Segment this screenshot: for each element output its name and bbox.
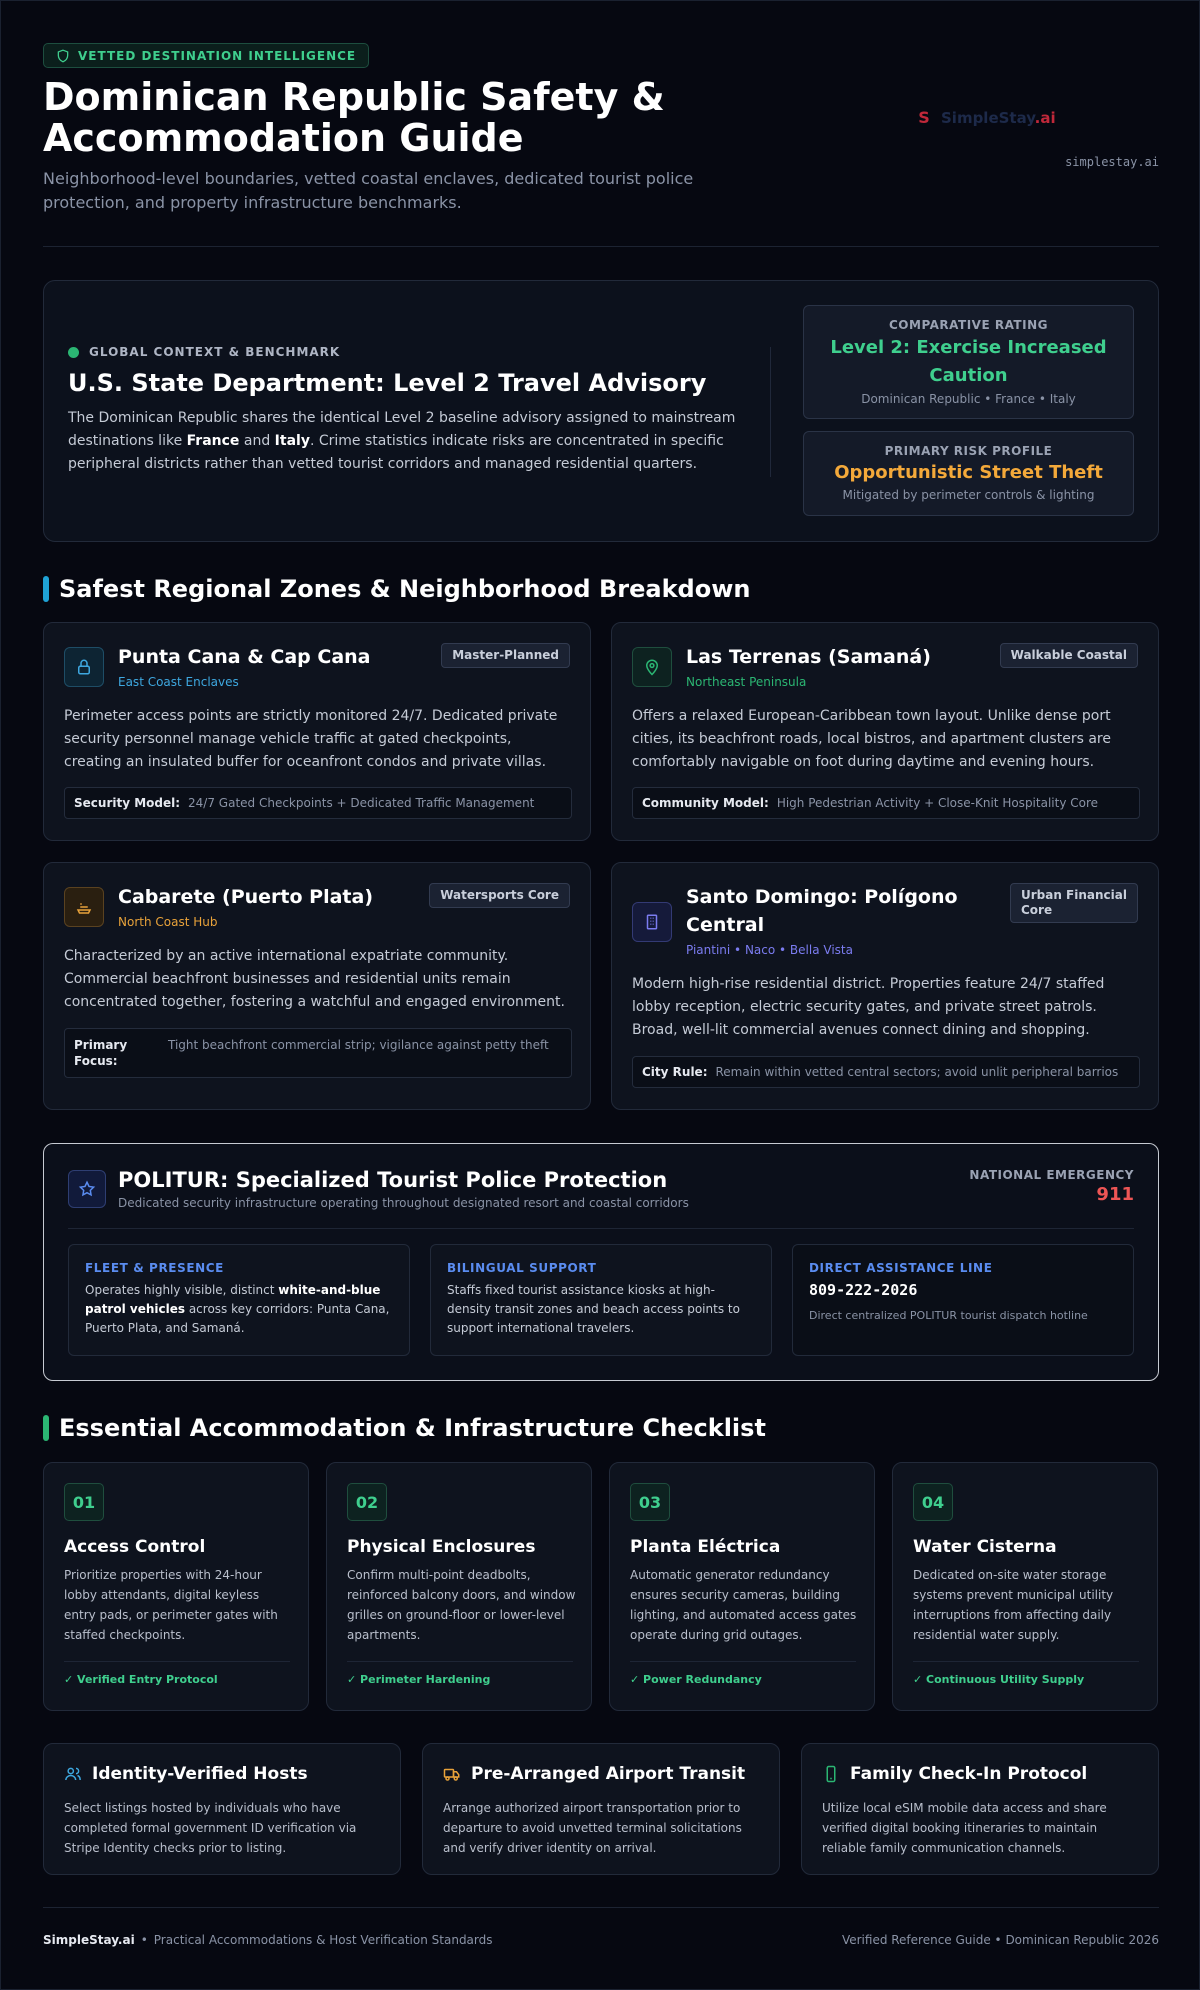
zone-title-line1: Santo Domingo: Polígono — [686, 886, 958, 908]
rating-sub: Dominican Republic • France • Italy — [861, 392, 1076, 406]
zone-title: Punta Cana & Cap Cana — [118, 646, 371, 668]
bilingual-body: Staffs fixed tourist assistance kiosks at high-density transit zones and beach access points to support international travelers. — [447, 1283, 740, 1335]
checklist-card — [892, 1462, 1158, 1711]
checklist-divider — [347, 1661, 573, 1662]
comparative-rating-box — [803, 305, 1134, 419]
checklist-section-title: Essential Accommodation & Infrastructure Checklist — [59, 1414, 766, 1442]
zone-title — [686, 883, 958, 939]
sailboat-icon — [75, 898, 93, 916]
protocol-header — [64, 1764, 308, 1784]
zone-footer — [64, 1028, 572, 1078]
zone-subtitle: Piantini • Naco • Bella Vista — [686, 943, 853, 957]
politur-title: POLITUR: Specialized Tourist Police Protection — [118, 1168, 668, 1192]
rating-label: COMPARATIVE RATING — [889, 318, 1048, 332]
zone-subtitle: East Coast Enclaves — [118, 675, 239, 689]
politur-subtitle: Dedicated security infrastructure operating throughout designated resort and coastal corridors — [118, 1196, 689, 1210]
footer-left — [43, 1933, 493, 1947]
checklist-title: Physical Enclosures — [347, 1537, 536, 1557]
advisory-divider — [770, 347, 771, 477]
zone-card-punta-cana — [43, 622, 591, 841]
building-icon — [643, 913, 661, 931]
checklist-footer: ✓ Continuous Utility Supply — [913, 1673, 1085, 1686]
protocol-card-checkin — [801, 1743, 1159, 1875]
page-title — [43, 77, 723, 159]
logo-wordmark-main: SimpleStay — [941, 108, 1035, 127]
zone-icon-box — [64, 647, 104, 687]
zone-footer-label: Security Model: — [74, 796, 181, 810]
zone-card-santo-domingo — [611, 862, 1159, 1110]
zone-tag: Master-Planned — [441, 643, 570, 668]
checklist-body: Dedicated on-site water storage systems prevent municipal utility interruptions from affecting daily residential water supply. — [913, 1568, 1114, 1642]
zone-title: Cabarete (Puerto Plata) — [118, 886, 374, 908]
footer-divider — [43, 1907, 1159, 1908]
checklist-card — [43, 1462, 309, 1711]
advisory-title: U.S. State Department: Level 2 Travel Advisory — [68, 369, 707, 397]
advisory-body-france: France — [186, 433, 240, 449]
zone-body: Modern high-rise residential district. Properties feature 24/7 staffed lobby reception, electric security gates, and private street patrols. Broad, well-lit commercial avenues connect dining and shopping. — [632, 976, 1105, 1038]
zone-tag-line1: Urban Financial — [1020, 888, 1127, 902]
checklist-divider — [64, 1661, 290, 1662]
footer-tagline: Practical Accommodations & Host Verification Standards — [153, 1933, 493, 1947]
advisory-body-and: and — [239, 433, 275, 449]
star-icon — [78, 1180, 96, 1198]
truck-icon — [443, 1765, 461, 1783]
checklist-body: Confirm multi-point deadbolts, reinforced balcony doors, and window grilles on ground-floor or lower-level apartments. — [347, 1568, 576, 1642]
zone-title: Las Terrenas (Samaná) — [686, 646, 931, 668]
zone-body: Offers a relaxed European-Caribbean town layout. Unlike dense port cities, its beachfront roads, local bistros, and apartment clusters are comfortably navigable on foot during daytime and evening hours. — [632, 708, 1111, 770]
fleet-body-2: across key corridors: Punta Cana, Puerto Plata, and Samaná. — [85, 1302, 390, 1335]
users-icon — [64, 1765, 82, 1783]
zone-card-cabarete — [43, 862, 591, 1110]
checklist-card — [326, 1462, 592, 1711]
section-accent-bar — [43, 576, 49, 602]
page-title-line2: Accommodation Guide — [43, 116, 524, 160]
logo-mark: S — [918, 108, 930, 127]
politur-icon-box — [68, 1170, 106, 1208]
page-title-line1: Dominican Republic Safety & — [43, 75, 665, 119]
checklist-divider — [630, 1661, 856, 1662]
fleet-body — [85, 1281, 393, 1338]
protocol-header — [443, 1764, 745, 1784]
protocol-body: Select listings hosted by individuals who have completed formal government ID verification via Stripe Identity checks prior to listing. — [64, 1801, 357, 1855]
zone-footer — [632, 787, 1140, 819]
protocol-card-hosts — [43, 1743, 401, 1875]
direct-phone[interactable]: 809-222-2026 — [809, 1281, 918, 1299]
lock-icon — [75, 658, 93, 676]
bilingual-label: BILINGUAL SUPPORT — [447, 1261, 597, 1275]
fleet-body-1: Operates highly visible, distinct — [85, 1283, 279, 1297]
politur-divider — [68, 1228, 1134, 1229]
shield-icon — [56, 49, 70, 63]
fleet-label: FLEET & PRESENCE — [85, 1261, 224, 1275]
risk-profile-box — [803, 431, 1134, 516]
fleet-body-bold: white-and-blue patrol vehicles — [85, 1283, 381, 1316]
page-subtitle: Neighborhood-level boundaries, vetted coastal enclaves, dedicated tourist police protection, and property infrastructure benchmarks. — [43, 169, 694, 212]
zone-footer-value: Tight beachfront commercial strip; vigilance against petty theft — [168, 1038, 549, 1052]
zone-footer-label: Community Model: — [642, 796, 769, 810]
zone-footer-label: City Rule: — [642, 1065, 708, 1079]
risk-value: Opportunistic Street Theft — [834, 462, 1103, 483]
zone-card-las-terrenas — [611, 622, 1159, 841]
footer-right: Verified Reference Guide • Dominican Republic 2026 — [841, 1933, 1159, 1947]
logo-wordmark — [941, 108, 1056, 127]
advisory-body-1: The Dominican Republic shares the identical Level 2 baseline advisory assigned to mainstream destinations like — [68, 410, 736, 449]
emergency-number[interactable]: 911 — [1096, 1184, 1134, 1205]
footer-brand[interactable]: SimpleStay.ai — [43, 1933, 135, 1947]
checklist-card — [609, 1462, 875, 1711]
protocol-card-transit — [422, 1743, 780, 1875]
header-divider — [43, 246, 1159, 247]
zone-footer-value: 24/7 Gated Checkpoints + Dedicated Traffic Management — [188, 796, 535, 810]
zone-subtitle: Northeast Peninsula — [686, 675, 807, 689]
direct-sub: Direct centralized POLITUR tourist dispatch hotline — [809, 1309, 1088, 1322]
checklist-section-heading — [43, 1414, 766, 1442]
emergency-label: NATIONAL EMERGENCY — [969, 1168, 1134, 1182]
protocol-title: Pre-Arranged Airport Transit — [471, 1764, 746, 1784]
protocol-body: Utilize local eSIM mobile data access and share verified digital booking itineraries to maintain reliable family communication channels. — [822, 1801, 1107, 1855]
checklist-footer: ✓ Power Redundancy — [630, 1673, 762, 1686]
protocol-body: Arrange authorized airport transportation prior to departure to avoid unvetted terminal solicitations and verify driver identity on arrival. — [443, 1801, 742, 1855]
protocol-title: Identity-Verified Hosts — [92, 1764, 308, 1784]
fleet-presence-box — [68, 1244, 410, 1356]
advisory-kicker — [68, 345, 340, 359]
status-dot-icon — [68, 347, 79, 358]
zone-footer — [632, 1056, 1140, 1088]
checklist-title: Access Control — [64, 1537, 206, 1557]
zone-tag — [1010, 883, 1138, 923]
advisory-body — [68, 407, 748, 476]
checklist-number: 02 — [347, 1483, 387, 1521]
checklist-title: Water Cisterna — [913, 1537, 1057, 1557]
checklist-body: Prioritize properties with 24-hour lobby attendants, digital keyless entry pads, or perimeter gates with staffed checkpoints. — [64, 1568, 278, 1642]
zone-footer — [64, 787, 572, 819]
zones-section-title: Safest Regional Zones & Neighborhood Breakdown — [59, 575, 751, 603]
map-pin-icon — [643, 658, 661, 676]
vetted-badge-label: VETTED DESTINATION INTELLIGENCE — [78, 48, 357, 63]
simplestay-logo[interactable] — [913, 101, 1103, 135]
zones-section-heading — [43, 575, 750, 603]
zone-icon-box — [632, 647, 672, 687]
checklist-body: Automatic generator redundancy ensures security cameras, building lighting, and automated access gates operate during grid outages. — [630, 1568, 857, 1642]
checklist-footer: ✓ Perimeter Hardening — [347, 1673, 491, 1686]
zone-tag: Watersports Core — [429, 883, 570, 908]
rating-value: Level 2: Exercise Increased Caution — [830, 337, 1107, 386]
logo-wordmark-ai: .ai — [1034, 108, 1056, 127]
checklist-number: 04 — [913, 1483, 953, 1521]
advisory-body-italy: Italy — [274, 433, 310, 449]
footer-separator: • — [140, 1933, 148, 1947]
zone-footer-value: Remain within vetted central sectors; avoid unlit peripheral barrios — [715, 1065, 1119, 1079]
bilingual-support-box — [430, 1244, 772, 1356]
checklist-number: 03 — [630, 1483, 670, 1521]
zone-subtitle: North Coast Hub — [118, 915, 218, 929]
zone-body: Characterized by an active international expatriate community. Commercial beachfront businesses and residential units remain concentrated together, fostering a watchful and engaged environment. — [64, 948, 565, 1010]
vetted-badge — [43, 43, 369, 68]
section-accent-bar — [43, 1415, 49, 1441]
protocol-title: Family Check-In Protocol — [850, 1764, 1088, 1784]
direct-line-box — [792, 1244, 1134, 1356]
zone-tag-line2: Core — [1020, 903, 1053, 917]
advisory-card — [43, 280, 1159, 542]
zone-icon-box — [632, 902, 672, 942]
zone-title-line2: Central — [686, 914, 765, 936]
zone-footer-label: Primary Focus: — [74, 1038, 128, 1068]
advisory-kicker-label: GLOBAL CONTEXT & BENCHMARK — [89, 345, 341, 359]
zone-body: Perimeter access points are strictly monitored 24/7. Dedicated private security personnel manage vehicle traffic at gated checkpoints, creating an insulated buffer for oceanfront condos and private villas. — [64, 708, 558, 770]
risk-sub: Mitigated by perimeter controls & lighting — [842, 488, 1095, 502]
advisory-body-2: . Crime statistics indicate risks are concentrated in specific peripheral districts rather than vetted tourist corridors and managed residential quarters. — [68, 433, 724, 472]
zone-tag: Walkable Coastal — [1000, 643, 1138, 668]
checklist-divider — [913, 1661, 1139, 1662]
checklist-title: Planta Eléctrica — [630, 1537, 781, 1557]
checklist-number: 01 — [64, 1483, 104, 1521]
politur-card — [43, 1143, 1159, 1381]
zone-icon-box — [64, 887, 104, 927]
direct-label: DIRECT ASSISTANCE LINE — [809, 1261, 993, 1275]
phone-icon — [822, 1765, 840, 1783]
zone-footer-value: High Pedestrian Activity + Close-Knit Hospitality Core — [776, 796, 1099, 810]
risk-label: PRIMARY RISK PROFILE — [884, 444, 1053, 458]
domain-label[interactable]: simplestay.ai — [1065, 155, 1159, 169]
checklist-footer: ✓ Verified Entry Protocol — [64, 1673, 218, 1686]
protocol-header — [822, 1764, 1087, 1784]
